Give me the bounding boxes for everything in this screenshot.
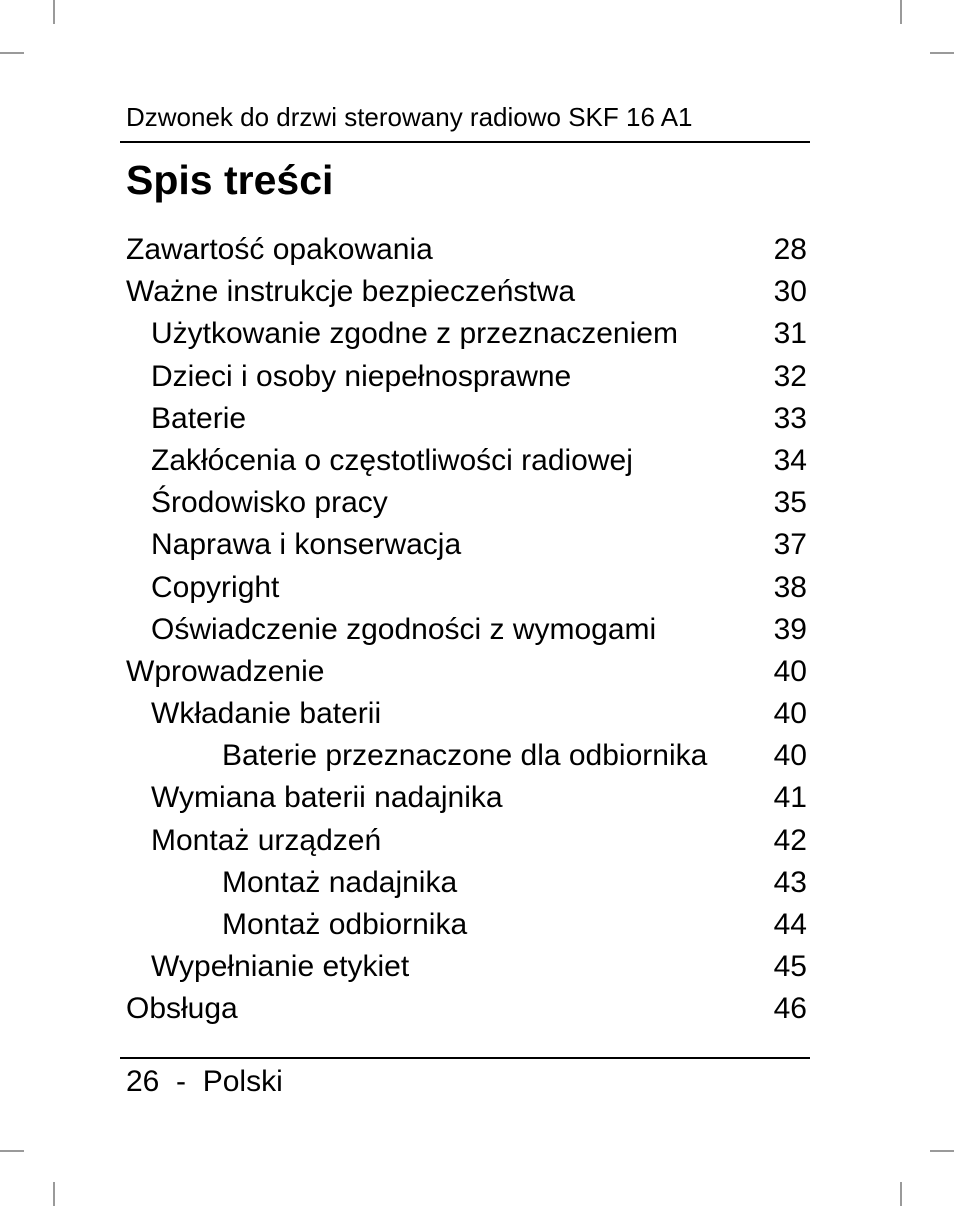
toc-entry-page-number: 45: [773, 950, 807, 984]
page-footer: [126, 1063, 283, 1101]
toc-entry-title: Środowisko pracy: [151, 486, 388, 520]
toc-entry-page-number: 37: [773, 528, 807, 562]
toc-entry: [0, 313, 954, 355]
crop-mark-left-top: [0, 52, 24, 54]
toc-entry: [0, 609, 954, 651]
toc-entry-title: Montaż nadajnika: [222, 865, 458, 899]
toc-entry: [0, 988, 954, 1030]
toc-entry-title: Użytkowanie zgodne z przeznaczeniem: [151, 317, 678, 351]
toc-entry: [0, 735, 954, 777]
toc-entry: [0, 482, 954, 524]
toc-entry-page-number: 35: [773, 486, 807, 520]
crop-mark-top-right: [900, 0, 902, 24]
toc-entry-title: Baterie: [151, 401, 247, 435]
toc-entry-page-number: 46: [773, 992, 807, 1026]
toc-entry-title: Wprowadzenie: [126, 654, 325, 688]
footer-separator: -: [176, 1065, 187, 1098]
toc-entry-title: Obsługa: [126, 992, 238, 1026]
toc-entry: [0, 777, 954, 819]
toc-entry: [0, 398, 954, 440]
crop-mark-left-bottom: [0, 1150, 24, 1152]
toc-entry-page-number: 43: [773, 865, 807, 899]
toc-entry-page-number: 40: [773, 739, 807, 773]
toc-entry: [0, 229, 954, 271]
toc-entry: [0, 820, 954, 862]
toc-entry: [0, 356, 954, 398]
toc-entry-title: Zakłócenia o częstotliwości radiowej: [151, 443, 633, 477]
toc-entry-title: Montaż urządzeń: [151, 823, 382, 857]
toc-entry-page-number: 42: [773, 823, 807, 857]
crop-mark-bottom-right: [900, 1182, 902, 1206]
toc-entry-page-number: 39: [773, 612, 807, 646]
toc-entry: [0, 440, 954, 482]
crop-mark-right-bottom: [930, 1150, 954, 1152]
toc-entry-page-number: 34: [773, 443, 807, 477]
footer-rule: [120, 1057, 810, 1059]
header-rule: [120, 141, 810, 143]
toc-entry-page-number: 28: [773, 233, 807, 266]
toc-entry: [0, 271, 954, 313]
toc-entry-page-number: 44: [773, 908, 807, 941]
toc-entry-title: Wymiana baterii nadajnika: [151, 781, 503, 815]
crop-mark-bottom-left: [53, 1182, 55, 1206]
toc-entry-title: Ważne instrukcje bezpieczeństwa: [126, 275, 576, 309]
running-header: Dzwonek do drzwi sterowany radiowo SKF 16 A1: [126, 102, 693, 132]
crop-mark-top-left: [53, 0, 55, 24]
toc-entry-page-number: 41: [773, 781, 807, 815]
toc-entry-page-number: 30: [773, 275, 807, 309]
toc-entry: [0, 946, 954, 988]
page-number: 26: [126, 1065, 160, 1098]
crop-mark-right-top: [930, 52, 954, 54]
toc-entry-page-number: 38: [773, 570, 807, 604]
toc-entry-title: Montaż odbiornika: [222, 908, 468, 941]
toc-entry: [0, 693, 954, 735]
toc-entry-page-number: 33: [773, 401, 807, 435]
toc-entry-title: Oświadczenie zgodności z wymogami: [151, 612, 657, 646]
toc-entry: [0, 524, 954, 566]
toc-entry: [0, 651, 954, 693]
page-title: Spis treści: [126, 157, 334, 203]
toc-entry-page-number: 31: [773, 317, 807, 351]
toc-entry-page-number: 32: [773, 359, 807, 393]
toc-entry: [0, 862, 954, 904]
toc-entry-page-number: 40: [773, 654, 807, 688]
toc-entry-title: Zawartość opakowania: [126, 233, 433, 266]
toc-entry-title: Copyright: [151, 570, 280, 604]
toc-entry-page-number: 40: [773, 697, 807, 731]
toc-entry-title: Dzieci i osoby niepełnosprawne: [151, 359, 572, 393]
toc-entry-title: Baterie przeznaczone dla odbiornika: [222, 739, 708, 773]
toc-entry-title: Wkładanie baterii: [151, 697, 382, 731]
toc-entry: [0, 567, 954, 609]
toc-entry: [0, 904, 954, 946]
footer-language: Polski: [202, 1065, 283, 1098]
table-of-contents: [0, 229, 954, 1031]
toc-entry-title: Wypełnianie etykiet: [151, 950, 410, 984]
toc-entry-title: Naprawa i konserwacja: [151, 528, 462, 562]
